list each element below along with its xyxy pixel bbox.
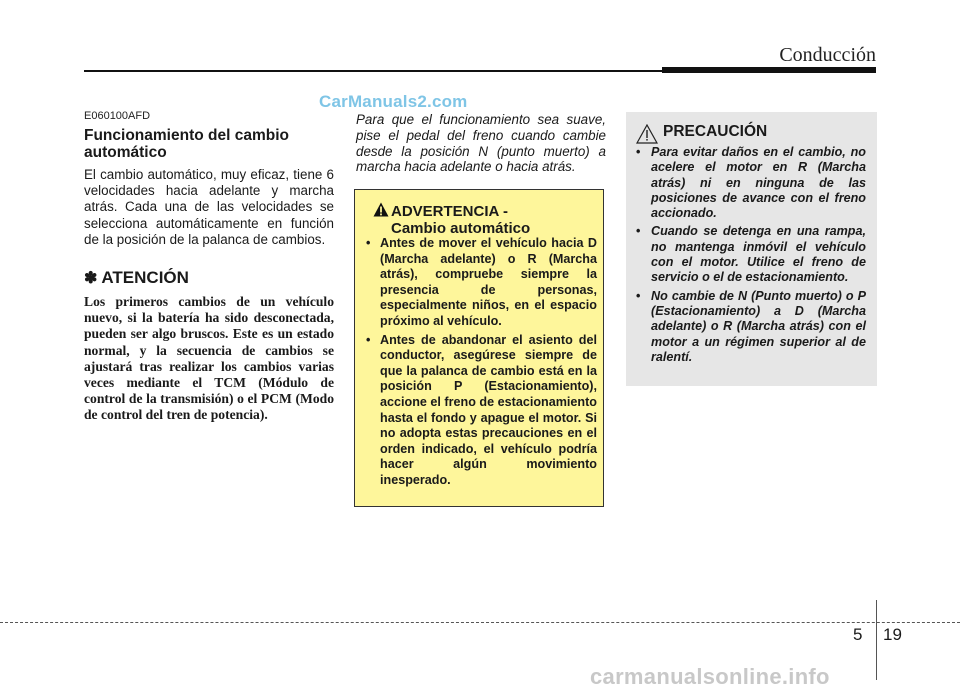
warning-triangle-icon (373, 202, 389, 217)
watermark-bottom: carmanualsonline.info (590, 664, 830, 689)
footer-dashed-rule (0, 622, 960, 623)
header-rule-thin (84, 70, 662, 72)
column-left (84, 110, 334, 424)
warning-list (365, 236, 597, 492)
warning-item: • Antes de abandonar el asiento del conductor, asegúrese siempre de que la palanca de cambio está en la posición P (Estacionamiento), accione el freno de estacionamiento hasta el fondo y apague el motor. Si no adopta estas precauciones en el orden indicado, el vehículo podría hacer algún movimiento inesperado. (365, 333, 597, 489)
warning-title-line1: ADVERTENCIA - (391, 203, 508, 220)
caution-item: • Para evitar daños en el cambio, no acelere el motor en R (Marcha atrás) ni en ninguna de las posiciones de avance con el freno accionado. (634, 145, 866, 221)
header-rule-thick (662, 67, 876, 73)
attention-star-icon: ✽ (84, 270, 98, 288)
section-heading: Funcionamiento del cambio automático (84, 127, 289, 161)
warning-title-line2: Cambio automático (391, 220, 531, 237)
warning-box (354, 189, 604, 507)
column-middle (356, 112, 606, 175)
watermark-top: CarManuals2.com (319, 92, 468, 111)
caution-triangle-icon (636, 124, 658, 144)
caution-list (634, 145, 866, 368)
attention-title: ATENCIÓN (101, 268, 189, 288)
attention-heading (84, 268, 334, 288)
attention-body: Los primeros cambios de un vehículo nuevo, si la batería ha sido desconectada, pueden ser algo bruscos. Este es un estado normal, y la secuencia de cambios se ajustará tras realizar los cambios varias veces mediante el TCM (Módulo de control de la transmisión) o el PCM (Modo de control del tren de potencia). (84, 294, 334, 423)
intro-paragraph: Para que el funcionamiento sea suave, pise el pedal del freno cuando cambie desde la posición N (punto muerto) a marcha hacia adelante o hacia atrás. (356, 112, 606, 175)
page-section-number: 5 (853, 625, 863, 644)
caution-title: PRECAUCIÓN (663, 123, 768, 140)
caution-box (626, 112, 877, 386)
section-code: E060100AFD (84, 110, 151, 122)
section-title: Conducción (779, 44, 876, 66)
warning-title (391, 203, 530, 237)
footer-divider (876, 600, 877, 680)
caution-item: • No cambie de N (Punto muerto) o P (Estacionamiento) a D (Marcha adelante) o R (Marcha atrás) con el motor a un régimen superior al de ralentí. (634, 289, 866, 365)
page-number: 19 (883, 625, 902, 644)
warning-item: • Antes de mover el vehículo hacia D (Marcha adelante) o R (Marcha atrás), compruebe siempre la presencia de personas, especialmente niños, en el espacio próximo al vehículo. (365, 236, 597, 330)
caution-item: • Cuando se detenga en una rampa, no mantenga inmóvil el vehículo con el motor. Utilice el freno de servicio o el de estacionamiento. (634, 224, 866, 285)
section-body: El cambio automático, muy eficaz, tiene 6 velocidades hacia adelante y marcha atrás. Cada una de las velocidades se selecciona automáticamente en función de la posición de la palanca de cambios. (84, 167, 334, 247)
